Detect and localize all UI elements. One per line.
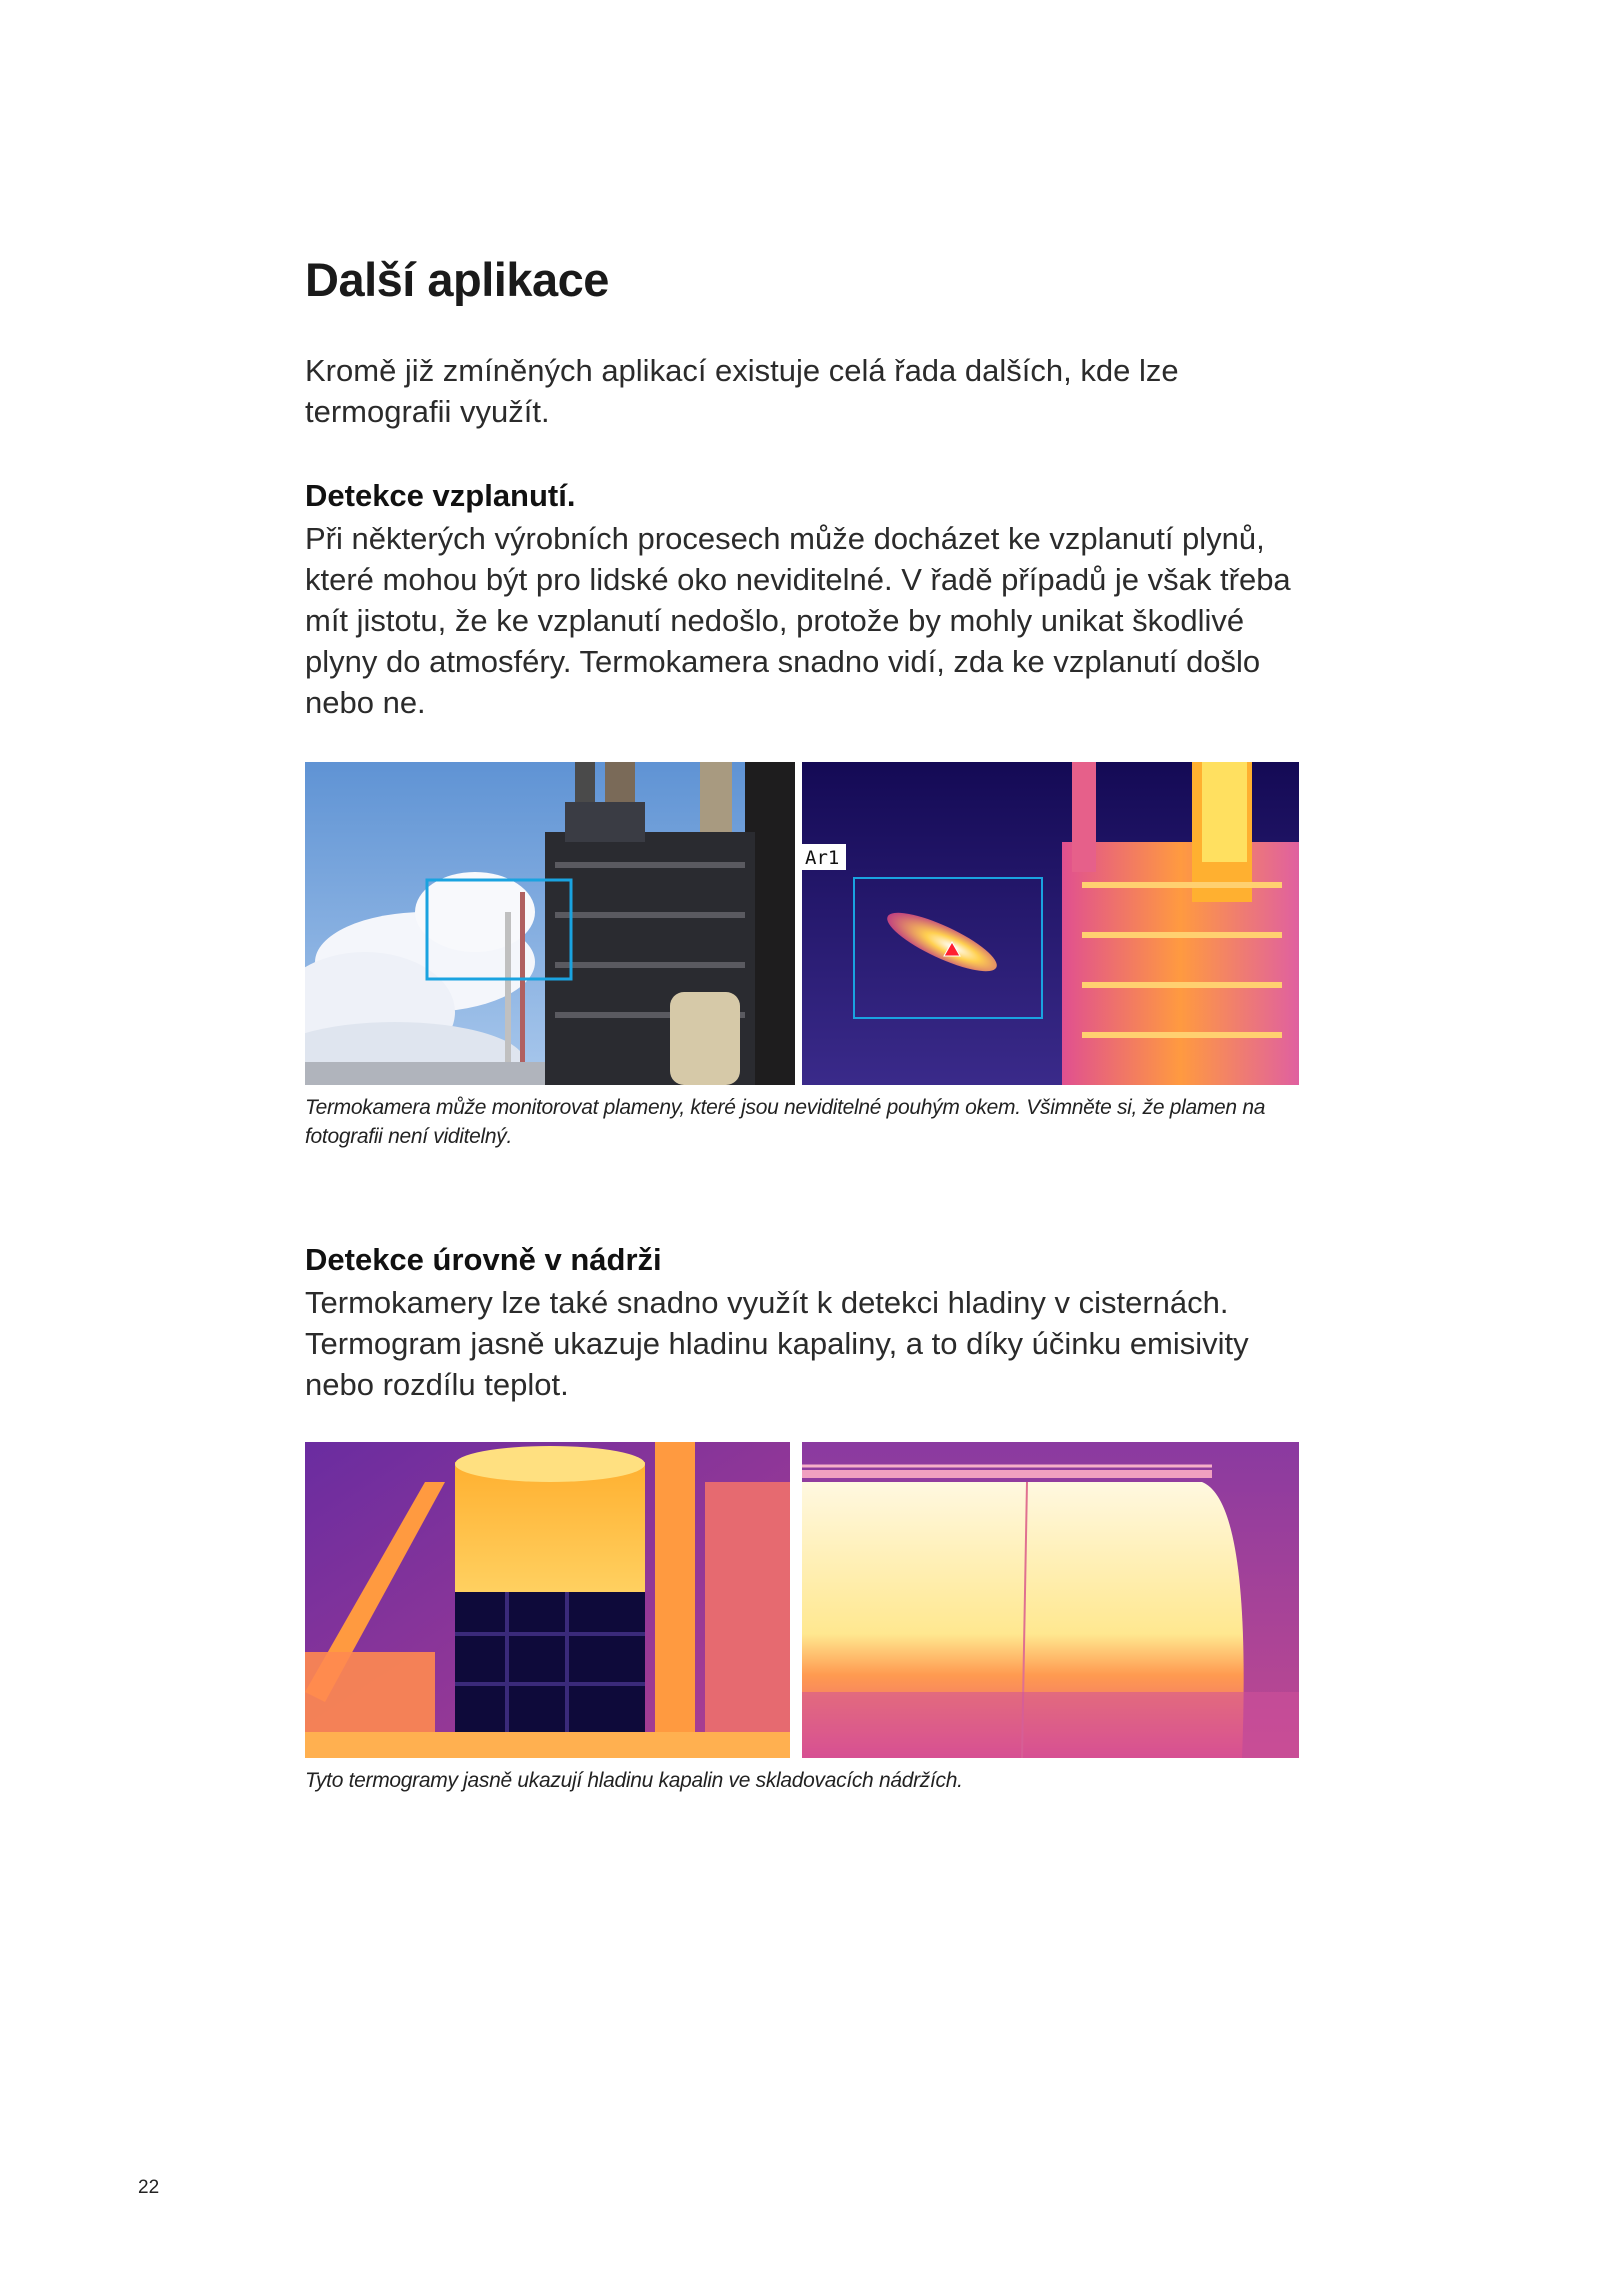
caption-tank-level: Tyto termogramy jasně ukazují hladinu kapalin ve skladovacích nádržích. [305, 1769, 963, 1792]
section-heading-flare: Detekce vzplanutí. [305, 478, 576, 513]
section-body-flare: Při některých výrobních procesech může docházet ke vzplanutí plynů, které mohou být pro lidské oko neviditelné. V řadě případů je však třeba mít jistotu, že ke vzplanutí nedošlo, protože by mohly unikat škodlivé plyny do atmosféry. Termokamera snadno vidí, zda ke vzplanutí došlo nebo ne. [305, 521, 1291, 720]
photo-refinery-thermal [802, 762, 1299, 1085]
section-body-tank-level: Termokamery lze také snadno využít k detekci hladiny v cisternách. Termogram jasně ukazuje hladinu kapaliny, a to díky účinku emisivity nebo rozdílu teplot. [305, 1285, 1249, 1402]
caption-flare: Termokamera může monitorovat plameny, které jsou neviditelné pouhým okem. Všimněte si, že plamen na fotografii není viditelný. [305, 1096, 1266, 1148]
thermal-area-label: Ar1 [805, 847, 840, 869]
photo-tank-thermal-1 [305, 1442, 790, 1758]
photo-tank-thermal-2 [802, 1442, 1299, 1758]
photo-refinery-visible [305, 762, 795, 1085]
page-number: 22 [138, 2177, 160, 2198]
intro-paragraph: Kromě již zmíněných aplikací existuje celá řada dalších, kde lze termografii využít. [305, 353, 1179, 429]
page-title: Další aplikace [305, 253, 609, 306]
section-heading-tank-level: Detekce úrovně v nádrži [305, 1242, 662, 1277]
